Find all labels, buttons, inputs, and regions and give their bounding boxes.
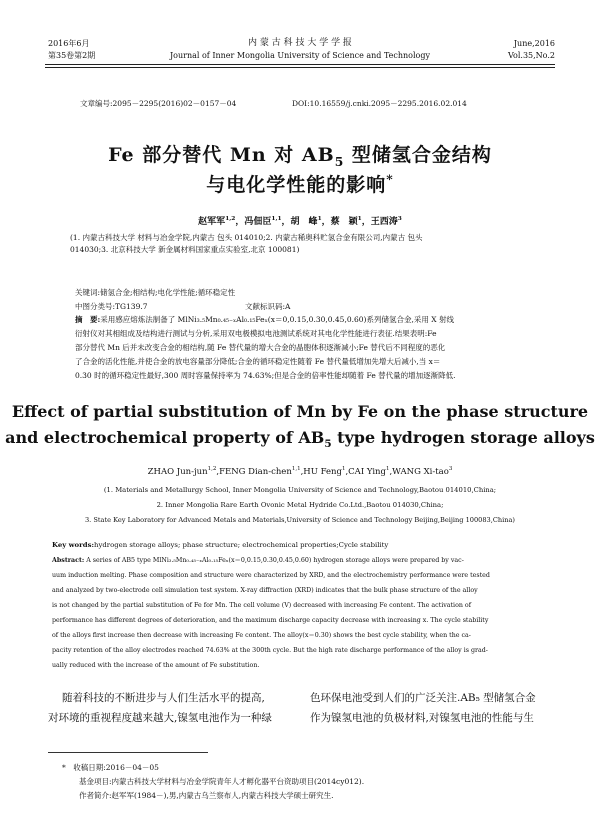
- title-en-line1: Effect of partial substitution of Mn by Fe on the phase structure: [11, 402, 589, 421]
- title-cn-line1: Fe 部分替代 Mn 对 $AB_5$ 型储氢合金结构: [108, 144, 492, 169]
- article-number: 文章编号:2095－2295(2016)02－0157－04: [80, 99, 237, 108]
- affiliation-cn-line1: (1. 内蒙古科技大学 材料与冶金学院,内蒙古 包头 014010;2. 内蒙古稀奥科贮氢合金有限公司,内蒙古 包头: [70, 233, 423, 242]
- keywords-en: Key words:hydrogen storage alloys; phase structure; electrochemical properties;Cycle stability: [52, 541, 389, 549]
- body-right-line1: 色环保电池受到人们的广泛关注.AB₅ 型储氢合金: [310, 692, 536, 704]
- doi: DOI:10.16559/j.cnki.2095－2295.2016.02.014: [292, 99, 467, 108]
- footnote-received: * 收稿日期:2016－04－05: [62, 763, 159, 772]
- abstract-en-line2: uum induction melting. Phase composition and structure were characterized by XRD, and the electrochemistry performance were tested: [52, 572, 490, 579]
- title-en-line2: and electrochemical property of $AB_5$ type hydrogen storage alloys: [5, 428, 595, 451]
- abstract-en-line5: performance has different degrees of deterioration, and the maximum discharge capacity decrease with increasing x. The cycle stability: [52, 617, 489, 624]
- abstract-en-line7: pacity retention of the alloy electrodes reached 74.63% at the 300th cycle. But the high rate discharge performance of the alloy is grad-: [52, 647, 488, 654]
- journal-name-cn: 内 蒙 古 科 技 大 学 学 报: [248, 38, 352, 48]
- abstract-en-line4: is not changed by the partial substitution of Fe for Mn. The cell volume (V) decreased with increasing Fe content. The activation of: [52, 602, 472, 609]
- abstract-en-line1: Abstract: A series of AB5 type MlNi₃.₅Mn₀.₄₅₋ₓAl₀.₁₅Feₓ(x＝0,0.15,0.30,0.45,0.60) hydrogen storage alloys were prepared by vac-: [52, 557, 464, 564]
- footnote-author: 作者简介:赵军军(1984－),男,内蒙古乌兰察布人,内蒙古科技大学硕士研究生.: [79, 791, 334, 800]
- body-right-line2: 作为镍氢电池的负极材料,对镍氢电池的性能与生: [310, 712, 534, 724]
- header-date-en: June,2016: [513, 39, 555, 48]
- abstract-cn-line4: 了合金的活化性能,并使合金的放电容量部分降低;合金的循环稳定性随着 Fe 替代量低增加先增大后减小,当 x＝: [75, 357, 441, 366]
- header-volume: 第35卷第2期: [48, 51, 96, 60]
- header-rule-thin: [45, 67, 555, 68]
- header-rule: [45, 64, 555, 65]
- abstract-cn-line3: 部分替代 Mn 后并未改变合金的相结构,随 Fe 替代量的增大合金的晶胞体积逐渐减小;Fe 替代后不同程度的恶化: [75, 343, 446, 352]
- footnote-fund: 基金项目:内蒙古科技大学材料与冶金学院青年人才孵化器平台资助项目(2014cy012).: [79, 777, 365, 786]
- authors-en: ZHAO Jun-jun$^{1,2}$,FENG Dian-chen$^{1,1}$,HU Feng$^1$,CAI Ying$^1$,WANG Xi-tao$^3$: [147, 466, 453, 477]
- affiliation-en-line3: 3. State Key Laboratory for Advanced Metals and Materials,University of Science and Technology Beijing,Beijing 100083,China): [84, 516, 515, 524]
- footnote-rule: [48, 752, 208, 753]
- journal-name-en: Journal of Inner Mongolia University of Science and Technology: [169, 51, 431, 60]
- affiliation-en-line2: 2. Inner Mongolia Rare Earth Ovonic Metal Hydride Co.Ltd.,Baotou 014030,China;: [156, 501, 444, 509]
- abstract-cn-line1: 摘 要:采用感应熔炼法制备了 MlNi₃.₅Mn₀.₄₅₋ₓAl₀.₁₅Feₓ(x＝0,0.15,0.30,0.45,0.60)系列储氢合金,采用 X 射线: [75, 315, 454, 324]
- header-volume-en: Vol.35,No.2: [508, 51, 555, 60]
- classification-number: 中图分类号:TG139.7: [75, 302, 148, 311]
- body-left-line2: 对环境的重视程度越来越大,镍氢电池作为一种绿: [48, 712, 272, 724]
- document-code: 文献标识码:A: [245, 302, 291, 311]
- keywords-cn: 关键词:储氢合金;相结构;电化学性能;循环稳定性: [75, 288, 236, 297]
- title-cn-line2: 与电化学性能的影响*: [206, 171, 394, 196]
- affiliation-cn-line2: 014030;3. 北京科技大学 新金属材料国家重点实验室,北京 100081): [70, 245, 300, 254]
- abstract-en-line8: ually reduced with the increase of the amount of Fe substitution.: [52, 662, 260, 669]
- abstract-en-line3: and analyzed by two-electrode cell simulation test system. X-ray diffraction (XRD) indicates that the bulk phase structure of the alloy: [52, 587, 478, 594]
- abstract-cn-line5: 0.30 时的循环稳定性最好,300 周时容量保持率为 74.63%;但是合金的倍率性能却随着 Fe 替代量的增加逐渐降低.: [75, 371, 456, 380]
- body-left-line1: 随着科技的不断进步与人们生活水平的提高,: [62, 692, 265, 704]
- authors-cn: 赵军军$^{1,2}$，冯佃臣$^{1,1}$，胡 峰$^1$，蔡 颖$^1$，王西涛$^3$: [198, 216, 402, 227]
- abstract-en-line6: of the alloys first increase then decrease with increasing Fe content. The alloy(x＝0.30) shows the best cycle stability, when the ca-: [52, 632, 471, 639]
- header-date: 2016年6月: [48, 39, 90, 48]
- affiliation-en-line1: (1. Materials and Metallurgy School, Inner Mongolia University of Science and Technology,Baotou 014010,China;: [103, 486, 497, 494]
- abstract-cn-line2: 衍射仪对其相组成及结构进行测试与分析,采用双电极模拟电池测试系统对其电化学性能进行表征.结果表明:Fe: [75, 329, 437, 338]
